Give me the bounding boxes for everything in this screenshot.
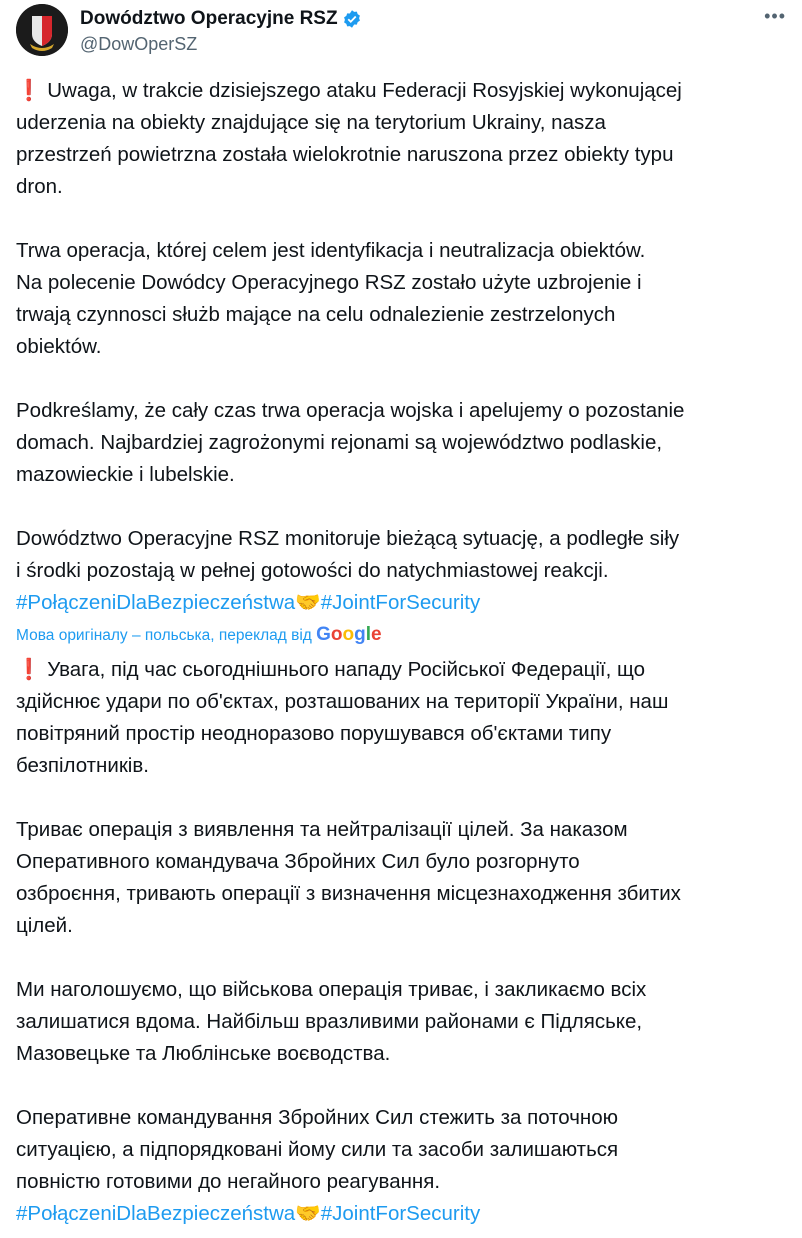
text-line: безпілотників. <box>16 754 149 777</box>
paragraph-gap <box>16 491 796 523</box>
exclamation-icon: ❗ <box>16 658 42 681</box>
hashtag-link[interactable]: #JointForSecurity <box>320 591 481 614</box>
text-line: przestrzeń powietrzna została wielokrotnie naruszona przez obiekty typu <box>16 143 674 166</box>
paragraph-gap <box>16 782 796 814</box>
text-line: Ми наголошуємо, що військова операція триває, і закликаємо всіх <box>16 978 647 1001</box>
text-line: uderzenia na obiekty znajdujące się na terytorium Ukrainy, nasza <box>16 111 606 134</box>
google-logo: Google <box>316 624 382 645</box>
text-line: trwają czynnosci służb mające na celu odnalezienie zestrzelonych <box>16 303 616 326</box>
text-line: Оперативне командування Збройних Сил стежить за поточною <box>16 1106 619 1129</box>
text-line: ❗ Увага, під час сьогоднішнього нападу Російської Федерації, що <box>16 658 646 681</box>
original-text <box>16 75 796 587</box>
hashtags-original <box>16 587 796 619</box>
tweet-header <box>16 4 786 56</box>
text-line: Мазовецьке та Люблінське воєводства. <box>16 1042 391 1065</box>
paragraph-gap <box>16 1070 796 1102</box>
text-line: Dowództwo Operacyjne RSZ monitoruje bieżącą sytuację, a podległe siły <box>16 527 680 550</box>
avatar[interactable] <box>16 4 68 56</box>
text-line: ситуацією, а підпорядковані йому сили та засоби залишаються <box>16 1138 619 1161</box>
text-line: Podkreślamy, że cały czas trwa operacja wojska i apelujemy o pozostanie <box>16 399 685 422</box>
text-line: Na polecenie Dowódcy Operacyjnego RSZ zostało użyte uzbrojenie i <box>16 271 642 294</box>
paragraph-gap <box>16 203 796 235</box>
hashtag-link[interactable]: #PołączeniDlaBezpieczeństwa <box>16 1202 296 1225</box>
verified-badge-icon <box>342 9 362 29</box>
author-handle[interactable]: @DowOperSZ <box>80 34 198 54</box>
paragraph-gap <box>16 363 796 395</box>
text-line: здійснює удари по об'єктах, розташованих на території України, наш <box>16 690 669 713</box>
translation-note: Мова оригіналу – польська, переклад від <box>16 627 312 644</box>
text-line: domach. Najbardziej zagrożonymi rejonami są województwo podlaskie, <box>16 431 663 454</box>
hashtag-link[interactable]: #JointForSecurity <box>320 1202 481 1225</box>
text-line: озброєння, тривають операції з визначення місцезнаходження збитих <box>16 882 681 905</box>
tweet-body <box>16 75 796 1230</box>
text-line: Оперативного командувача Збройних Сил було розгорнуто <box>16 850 580 873</box>
text-line: obiektów. <box>16 335 102 358</box>
text-line: повітряний простір неодноразово порушувався об'єктами типу <box>16 722 612 745</box>
text-line: dron. <box>16 175 63 198</box>
text-line: ❗ Uwaga, w trakcie dzisiejszego ataku Federacji Rosyjskiej wykonującej <box>16 79 682 102</box>
translated-text <box>16 654 796 1198</box>
text-line: цілей. <box>16 914 73 937</box>
translation-attribution[interactable] <box>16 619 796 651</box>
exclamation-icon: ❗ <box>16 79 42 102</box>
text-line: повністю готовими до негайного реагування. <box>16 1170 441 1193</box>
hashtags-translated <box>16 1198 796 1230</box>
more-options-icon[interactable]: ••• <box>764 6 786 26</box>
text-line: mazowieckie i lubelskie. <box>16 463 235 486</box>
handshake-emoji: 🤝 <box>295 1202 321 1225</box>
text-line: Триває операція з виявлення та нейтралізації цілей. За наказом <box>16 818 628 841</box>
paragraph-gap <box>16 942 796 974</box>
emblem-icon <box>16 4 68 56</box>
handshake-emoji: 🤝 <box>295 591 321 614</box>
author-name[interactable]: Dowództwo Operacyjne RSZ <box>80 8 338 29</box>
author-name-row[interactable] <box>80 8 362 30</box>
text-line: i środki pozostają w pełnej gotowości do natychmiastowej reakcji. <box>16 559 609 582</box>
hashtag-link[interactable]: #PołączeniDlaBezpieczeństwa <box>16 591 296 614</box>
text-line: залишатися вдома. Найбільш вразливими районами є Підляське, <box>16 1010 643 1033</box>
text-line: Trwa operacja, której celem jest identyfikacja i neutralizacja obiektów. <box>16 239 646 262</box>
